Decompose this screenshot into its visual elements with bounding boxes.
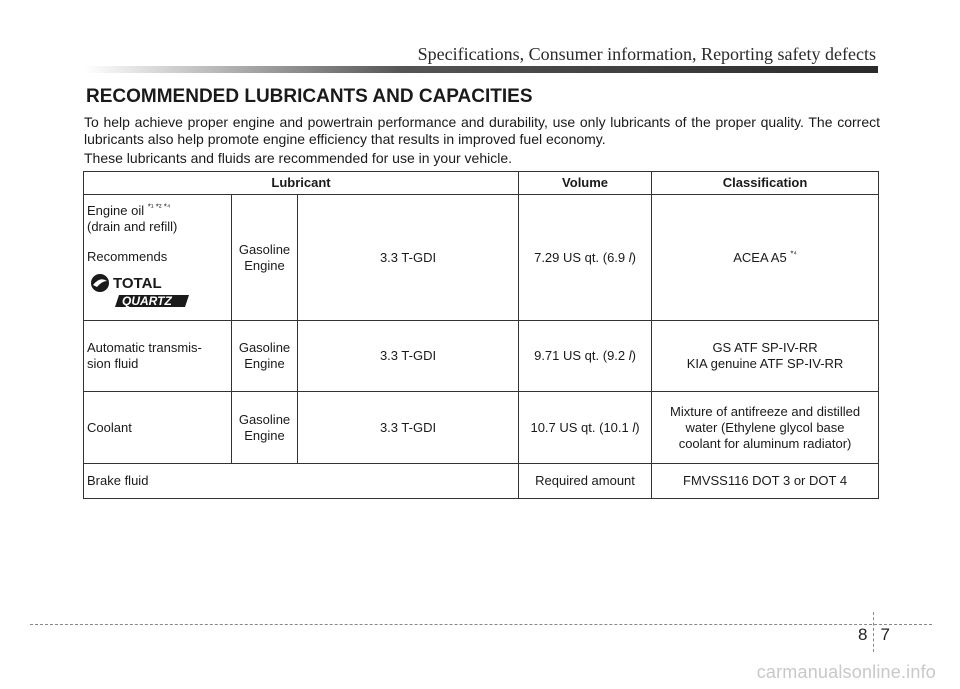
atf-engine-type-cell: Gasoline Engine (232, 321, 298, 392)
total-quartz-logo-icon (89, 273, 193, 311)
table-row-coolant (84, 392, 879, 464)
intro-paragraph: To help achieve proper engine and powertrain performance and durability, use only lubricants of the proper quality. The correct lubricants also help promote engine efficiency that results in improved fuel economy. (84, 114, 880, 147)
table-row-engine-oil (84, 195, 879, 321)
coolant-lubricant-cell: Coolant (84, 392, 232, 464)
engine-oil-engine-type-cell: Gasoline Engine (232, 195, 298, 321)
atf-classification-cell: GS ATF SP-IV-RR KIA genuine ATF SP-IV-RR (652, 321, 879, 392)
total-quartz-logo (89, 273, 228, 311)
engine-oil-sub: (drain and refill) (87, 219, 178, 234)
chapter-number: 8 (858, 625, 868, 644)
coolant-classification-cell: Mixture of antifreeze and distilled water (Ethylene glycol base coolant for aluminum radiator) (652, 392, 879, 464)
engine-oil-name: Engine oil $^{*^1 *^2 *^4}$ (87, 202, 171, 218)
engine-oil-volume-cell: 7.29 US qt. (6.9 l) (519, 195, 652, 321)
atf-engine-cell: 3.3 T-GDI (298, 321, 519, 392)
page-index: 7 (880, 625, 890, 644)
table-row-brake-fluid (84, 464, 879, 499)
table-row-atf (84, 321, 879, 392)
atf-volume-cell: 9.71 US qt. (9.2 l) (519, 321, 652, 392)
brake-lubricant-cell: Brake fluid (84, 464, 519, 499)
chapter-header: Specifications, Consumer information, Reporting safety defects (417, 44, 876, 64)
engine-oil-engine-cell: 3.3 T-GDI (298, 195, 519, 321)
watermark: carmanualsonline.info (756, 662, 936, 682)
coolant-engine-type-cell: Gasoline Engine (232, 392, 298, 464)
engine-oil-lubricant-cell (84, 195, 232, 321)
page-separator (873, 612, 874, 652)
section-title: RECOMMENDED LUBRICANTS AND CAPACITIES (86, 86, 533, 107)
header-lubricant: Lubricant (84, 172, 519, 195)
atf-lubricant-cell: Automatic transmis- sion fluid (84, 321, 232, 392)
svg-text:QUARTZ: QUARTZ (122, 294, 172, 308)
header-rule (84, 66, 878, 73)
header-volume: Volume (519, 172, 652, 195)
lubricants-table (83, 171, 879, 499)
brake-classification-cell: FMVSS116 DOT 3 or DOT 4 (652, 464, 879, 499)
coolant-engine-cell: 3.3 T-GDI (298, 392, 519, 464)
footer-rule (30, 624, 932, 625)
brake-volume-cell: Required amount (519, 464, 652, 499)
page-number (858, 624, 890, 664)
intro-paragraph-2: These lubricants and fluids are recommended for use in your vehicle. (84, 150, 512, 166)
engine-oil-classification-cell: ACEA A5 $^{*^4}$ (652, 195, 879, 321)
engine-oil-recommends: Recommends (87, 249, 168, 264)
header-classification: Classification (652, 172, 879, 195)
table-header-row (84, 172, 879, 195)
coolant-volume-cell: 10.7 US qt. (10.1 l) (519, 392, 652, 464)
svg-text:TOTAL: TOTAL (113, 275, 162, 292)
